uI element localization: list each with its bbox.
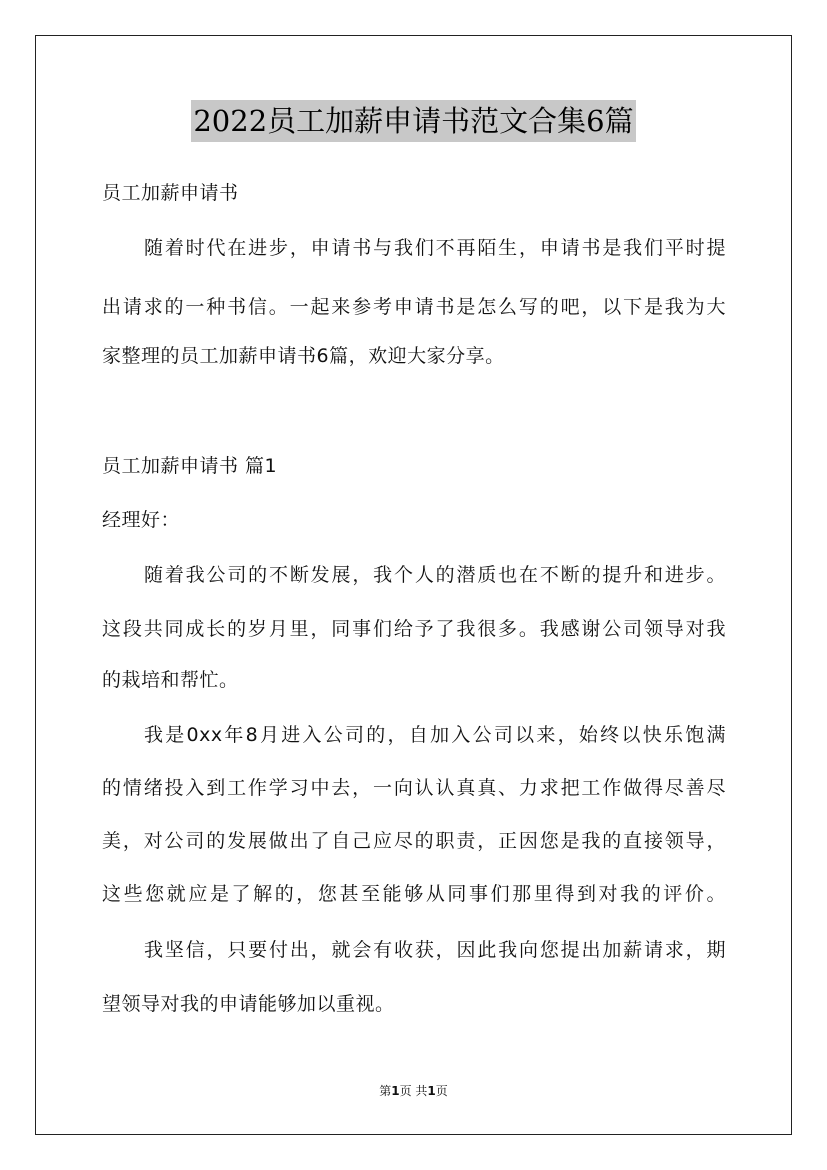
footer-page-total: 1 <box>427 1084 436 1098</box>
title-block <box>0 100 827 142</box>
footer-page-current: 1 <box>391 1084 400 1098</box>
paragraph-line: 家整理的员工加薪申请书6篇，欢迎大家分享。 <box>102 345 505 367</box>
footer-page-prefix: 第 <box>379 1084 392 1098</box>
paragraph-line: 出请求的一种书信。一起来参考申请书是怎么写的吧，以下是我为大 <box>102 296 726 318</box>
paragraph-line: 我是0xx年8月进入公司的，自加入公司以来，始终以快乐饱满 <box>144 724 726 746</box>
section-heading: 员工加薪申请书 篇1 <box>102 455 278 477</box>
footer-page-mid: 页 共 <box>399 1084 428 1098</box>
page-footer <box>0 1082 827 1099</box>
document-title: 2022员工加薪申请书范文合集6篇 <box>191 100 635 142</box>
paragraph-line: 的栽培和帮忙。 <box>102 669 239 691</box>
paragraph-line: 美，对公司的发展做出了自己应尽的职责，正因您是我的直接领导， <box>102 830 726 852</box>
section-heading: 员工加薪申请书 <box>102 182 239 204</box>
paragraph-line: 这段共同成长的岁月里，同事们给予了我很多。我感谢公司领导对我 <box>102 618 726 640</box>
paragraph-line: 望领导对我的申请能够加以重视。 <box>102 993 395 1015</box>
salutation: 经理好： <box>102 509 181 531</box>
paragraph-line: 随着我公司的不断发展，我个人的潜质也在不断的提升和进步。 <box>144 564 726 586</box>
footer-page-suffix: 页 <box>435 1084 448 1098</box>
paragraph-line: 我坚信，只要付出，就会有收获，因此我向您提出加薪请求，期 <box>144 939 726 961</box>
paragraph-line: 的情绪投入到工作学习中去，一向认认真真、力求把工作做得尽善尽 <box>102 777 726 799</box>
paragraph-line: 这些您就应是了解的，您甚至能够从同事们那里得到对我的评价。 <box>102 883 726 905</box>
paragraph-line: 随着时代在进步，申请书与我们不再陌生，申请书是我们平时提 <box>144 237 726 259</box>
